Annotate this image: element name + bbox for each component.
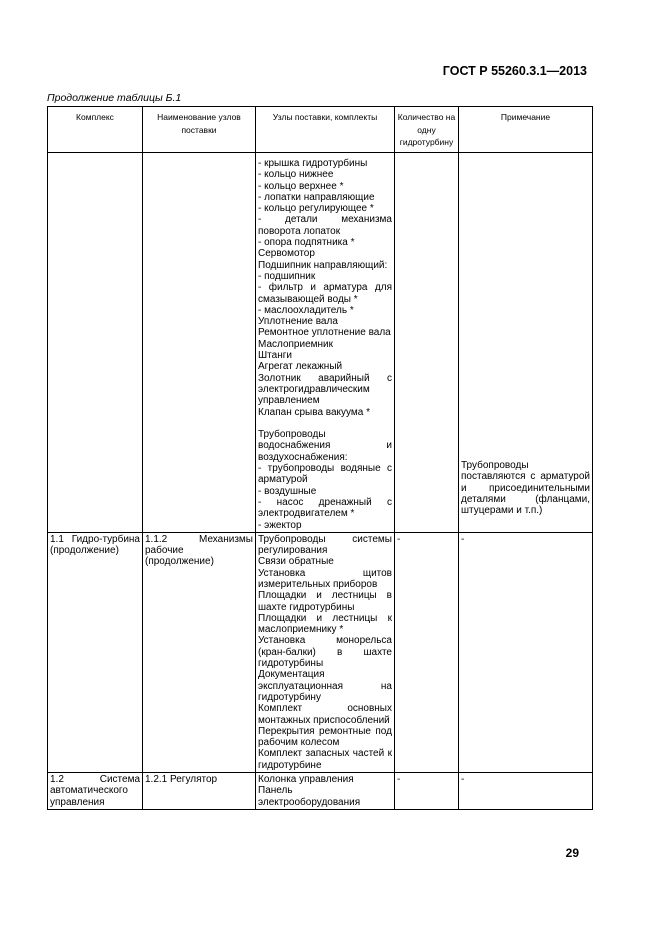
list-item: Сервомотор — [258, 248, 315, 260]
list-item: Перекрытия ремонтные под рабочим колесом — [258, 725, 392, 749]
list-item: - кольцо нижнее — [258, 169, 334, 181]
list-item: Площадки и лестницы к маслоприемнику * — [258, 612, 392, 636]
column-header-unit-name: Наименование узлов поставки — [143, 107, 256, 153]
list-item: Документация эксплуатационная на гидротурбину — [258, 669, 392, 703]
list-item: Штанги — [258, 350, 292, 362]
list-item: - насос дренажный с электродвигателем * — [258, 496, 392, 520]
list-item: Клапан срыва вакуума * — [258, 406, 371, 418]
note-text: Трубопроводы поставляются с арматурой и присоединительными деталями (фланцами, штуцерами и т.п.) — [461, 460, 590, 517]
list-item: Золотник аварийный с электрогидравлическим управлением — [258, 372, 392, 407]
list-item: Ремонтное уплотнение вала — [258, 327, 391, 339]
complex-cell — [48, 153, 143, 533]
list-item: Комплект запасных частей к гидротурбине — [258, 748, 392, 771]
column-header-units: Узлы поставки, комплекты — [256, 107, 395, 153]
page-number: 29 — [565, 846, 579, 860]
list-item: Трубопроводы водоснабжения и воздухоснабжения: — [258, 429, 392, 463]
list-item: - опора подпятника * — [258, 237, 355, 249]
list-item: - крышка гидротурбины — [258, 158, 368, 169]
list-item: Уплотнение вала — [258, 316, 338, 328]
delivery-table — [47, 106, 593, 810]
list-spacer — [258, 418, 392, 429]
quantity-cell — [395, 153, 459, 533]
list-item: Маслоприемник — [258, 338, 333, 350]
table-caption: Продолжение таблицы Б.1 — [47, 92, 182, 104]
document-standard-header: ГОСТ Р 55260.3.1—2013 — [442, 64, 587, 78]
column-header-quantity: Количество на одну гидротурбину — [395, 107, 459, 153]
list-item: - эжектор — [258, 519, 302, 531]
table-row — [48, 773, 593, 810]
list-item: Агрегат лекажный — [258, 361, 343, 373]
list-item: Колонка управления — [258, 774, 354, 786]
column-header-note: Примечание — [459, 107, 593, 153]
list-item: - кольцо регулирующее * — [258, 203, 374, 215]
list-item: - лопатки направляющие — [258, 191, 375, 203]
units-cell — [256, 773, 395, 810]
list-item: Связи обратные — [258, 556, 334, 568]
column-header-complex: Комплекс — [48, 107, 143, 153]
quantity-cell: - — [395, 773, 459, 810]
quantity-cell: - — [395, 532, 459, 772]
note-cell — [459, 153, 593, 533]
complex-cell: 1.2 Система автоматического управления — [48, 773, 143, 810]
list-item: - подшипник — [258, 270, 316, 282]
unit-cell: 1.1.2 Механизмы рабочие (продолжение) — [143, 532, 256, 772]
list-item: Подшипник направляющий: — [258, 259, 388, 271]
list-item: - фильтр и арматура для смазывающей воды * — [258, 282, 392, 305]
table-header-row — [48, 107, 593, 153]
list-item: Установка щитов измерительных приборов — [258, 567, 392, 590]
list-item: Установка монорельса (кран-балки) в шахте гидротурбины — [258, 635, 392, 670]
list-item: Площадки и лестницы в шахте гидротурбины — [258, 590, 392, 613]
list-item: - маслоохладитель * — [258, 304, 354, 316]
unit-cell: 1.2.1 Регулятор — [143, 773, 256, 810]
units-cell — [256, 532, 395, 772]
table-row — [48, 153, 593, 533]
complex-cell: 1.1 Гидро-турбина (продолжение) — [48, 532, 143, 772]
units-cell — [256, 153, 395, 533]
list-item: - детали механизма поворота лопаток — [258, 214, 392, 237]
list-item: - кольцо верхнее * — [258, 180, 344, 192]
table-row — [48, 532, 593, 772]
list-item: - воздушные — [258, 485, 317, 497]
note-cell: - — [459, 532, 593, 772]
list-item: Панель электрооборудования — [258, 785, 361, 808]
list-item: Трубопроводы системы регулирования — [258, 533, 392, 557]
list-item: - трубопроводы водяные с арматурой — [258, 463, 392, 486]
list-item: Комплект основных монтажных приспособлений — [258, 703, 392, 726]
unit-cell — [143, 153, 256, 533]
note-cell: - — [459, 773, 593, 810]
